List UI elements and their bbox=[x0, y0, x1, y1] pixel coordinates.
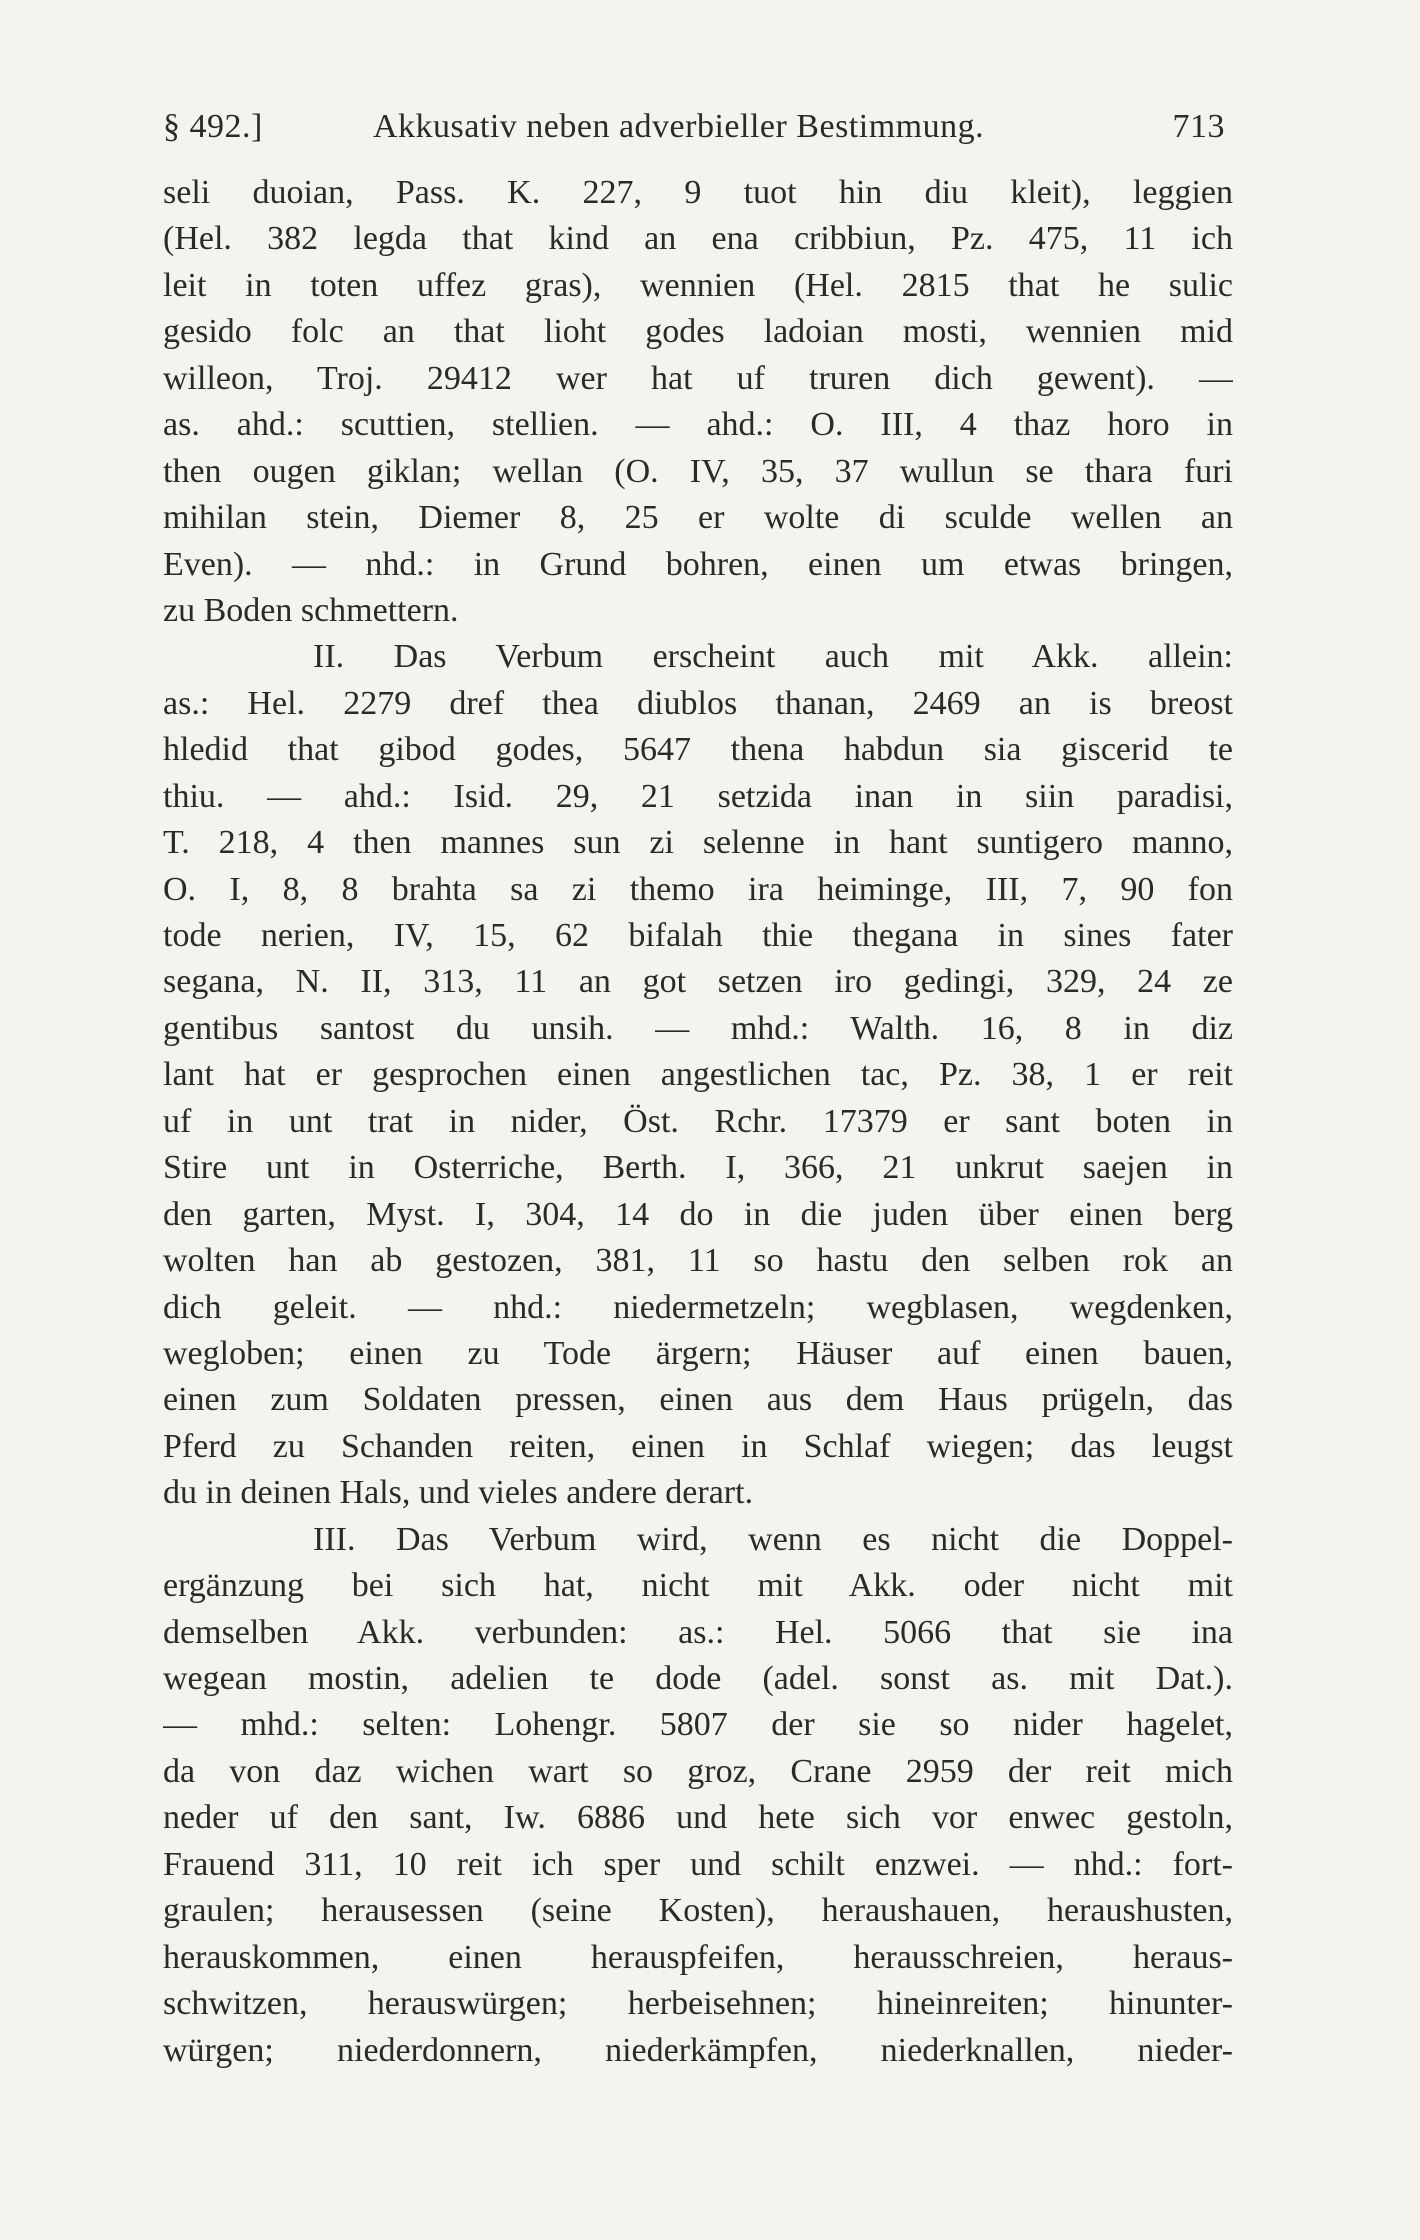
text-line: uf in unt trat in nider, Öst. Rchr. 17379 er sant boten in bbox=[163, 1102, 1233, 1140]
text-line: willeon, Troj. 29412 wer hat uf truren dich gewent). — bbox=[163, 359, 1233, 397]
text-line: lant hat er gesprochen einen angestlichen tac, Pz. 38, 1 er reit bbox=[163, 1056, 1233, 1094]
text-line: wegloben; einen zu Tode ärgern; Häuser auf einen bauen, bbox=[163, 1334, 1233, 1372]
text-line: zu Boden schmettern. bbox=[163, 591, 459, 629]
text-line: as.: Hel. 2279 dref thea diublos thanan, 2469 an is breost bbox=[163, 684, 1233, 722]
text-line: den garten, Myst. I, 304, 14 do in die juden über einen berg bbox=[163, 1195, 1233, 1233]
text-line: thiu. — ahd.: Isid. 29, 21 setzida inan in siin paradisi, bbox=[163, 777, 1233, 815]
text-line: — mhd.: selten: Lohengr. 5807 der sie so nider hagelet, bbox=[163, 1706, 1233, 1744]
text-line: dich geleit. — nhd.: niedermetzeln; wegblasen, wegdenken, bbox=[163, 1288, 1233, 1326]
page-header bbox=[163, 108, 1225, 152]
text-line: da von daz wichen wart so groz, Crane 2959 der reit mich bbox=[163, 1752, 1233, 1790]
text-line: einen zum Soldaten pressen, einen aus dem Haus prügeln, das bbox=[163, 1381, 1233, 1419]
text-line: würgen; niederdonnern, niederkämpfen, niederknallen, nieder- bbox=[163, 2031, 1233, 2069]
paragraph-start-line: II. Das Verbum erscheint auch mit Akk. allein: bbox=[313, 638, 1233, 676]
text-line: schwitzen, herauswürgen; herbeisehnen; hineinreiten; hinunter- bbox=[163, 1985, 1233, 2023]
text-line: Frauend 311, 10 reit ich sper und schilt enzwei. — nhd.: fort- bbox=[163, 1845, 1233, 1883]
text-line: leit in toten uffez gras), wennien (Hel. 2815 that he sulic bbox=[163, 266, 1233, 304]
text-line: tode nerien, IV, 15, 62 bifalah thie thegana in sines fater bbox=[163, 917, 1233, 954]
text-line: gentibus santost du unsih. — mhd.: Walth. 16, 8 in diz bbox=[163, 1009, 1233, 1047]
page-number: 713 bbox=[1172, 108, 1225, 145]
text-line: graulen; herausessen (seine Kosten), heraushauen, heraushusten, bbox=[163, 1892, 1233, 1930]
running-title: Akkusativ neben adverbieller Bestimmung. bbox=[373, 108, 985, 145]
text-line: Pferd zu Schanden reiten, einen in Schlaf wiegen; das leugst bbox=[163, 1427, 1233, 1465]
text-line: O. I, 8, 8 brahta sa zi themo ira heiminge, III, 7, 90 fon bbox=[163, 870, 1233, 908]
text-line: T. 218, 4 then mannes sun zi selenne in hant suntigero manno, bbox=[163, 824, 1233, 862]
text-line: herauskommen, einen herauspfeifen, herausschreien, heraus- bbox=[163, 1938, 1233, 1976]
text-line: wolten han ab gestozen, 381, 11 so hastu den selben rok an bbox=[163, 1242, 1233, 1280]
text-line: neder uf den sant, Iw. 6886 und hete sich vor enwec gestoln, bbox=[163, 1799, 1233, 1837]
text-line: wegean mostin, adelien te dode (adel. sonst as. mit Dat.). bbox=[163, 1660, 1233, 1697]
text-line: mihilan stein, Diemer 8, 25 er wolte di sculde wellen an bbox=[163, 499, 1233, 537]
text-line: segana, N. II, 313, 11 an got setzen iro gedingi, 329, 24 ze bbox=[163, 963, 1233, 1001]
text-line: then ougen giklan; wellan (O. IV, 35, 37 wullun se thara furi bbox=[163, 452, 1233, 490]
text-line: Stire unt in Osterriche, Berth. I, 366, 21 unkrut saejen in bbox=[163, 1149, 1233, 1187]
text-line: demselben Akk. verbunden: as.: Hel. 5066 that sie ina bbox=[163, 1613, 1233, 1651]
text-line: as. ahd.: scuttien, stellien. — ahd.: O. III, 4 thaz horo in bbox=[163, 406, 1233, 444]
section-number: § 492.] bbox=[163, 108, 263, 145]
text-line: Even). — nhd.: in Grund bohren, einen um etwas bringen, bbox=[163, 545, 1233, 583]
text-line: gesido folc an that lioht godes ladoian mosti, wennien mid bbox=[163, 313, 1233, 351]
text-line: hledid that gibod godes, 5647 thena habdun sia giscerid te bbox=[163, 731, 1233, 769]
text-line: du in deinen Hals, und vieles andere derart. bbox=[163, 1474, 754, 1512]
text-line: (Hel. 382 legda that kind an ena cribbiun, Pz. 475, 11 ich bbox=[163, 220, 1233, 258]
text-line: seli duoian, Pass. K. 227, 9 tuot hin diu kleit), leggien bbox=[163, 174, 1233, 211]
text-line: ergänzung bei sich hat, nicht mit Akk. oder nicht mit bbox=[163, 1567, 1233, 1605]
body-text bbox=[163, 170, 1233, 2074]
paragraph-start-line: III. Das Verbum wird, wenn es nicht die Doppel- bbox=[313, 1520, 1233, 1558]
